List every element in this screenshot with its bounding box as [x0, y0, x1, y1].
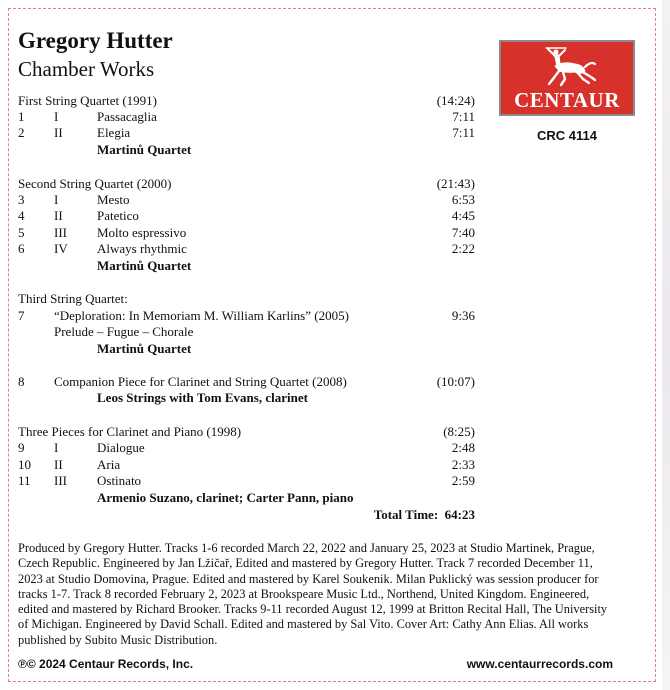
centaur-icon: [541, 46, 597, 88]
album-title: Chamber Works: [18, 57, 155, 81]
performer: Martinů Quartet: [97, 258, 192, 273]
track-number: 8: [18, 374, 25, 389]
track-number: 5: [18, 225, 25, 240]
track-time: 9:36: [451, 308, 475, 323]
track-time: 7:11: [452, 125, 475, 140]
track-movement: I: [54, 440, 59, 455]
performer: Martinů Quartet: [97, 341, 192, 356]
work-duration: (8:25): [443, 424, 475, 439]
track-title: “Deploration: In Memoriam M. William Karlins” (2005): [54, 308, 349, 323]
performer: Armenio Suzano, clarinet; Carter Pann, piano: [97, 490, 354, 505]
work-title: First String Quartet (1991): [18, 93, 158, 108]
track-movement: III: [54, 225, 67, 240]
track-title: Elegia: [97, 125, 131, 140]
track-title: Mesto: [97, 192, 130, 207]
track-time: 2:59: [451, 473, 475, 488]
track-title: Companion Piece for Clarinet and String Quartet (2008): [54, 374, 347, 389]
track-title: Dialogue: [97, 440, 145, 455]
track-movement: I: [54, 192, 59, 207]
catalog-number: CRC 4114: [537, 128, 597, 143]
total-time-label: Total Time:: [373, 507, 439, 522]
track-time: (10:07): [436, 374, 475, 389]
track-number: 10: [18, 457, 31, 472]
work-title: Third String Quartet:: [18, 291, 128, 306]
track-number: 1: [18, 109, 25, 124]
work-subtitle: Prelude – Fugue – Chorale: [54, 324, 194, 339]
total-time: [374, 507, 475, 523]
logo-wordmark: CENTAUR: [514, 88, 620, 112]
centaur-logo: [499, 40, 635, 116]
track-movement: III: [54, 473, 67, 488]
track-time: 7:11: [452, 109, 475, 124]
track-movement: II: [54, 208, 63, 223]
copyright: ℗© 2024 Centaur Records, Inc.: [18, 657, 194, 671]
track-movement: II: [54, 125, 63, 140]
track-title: Molto espressivo: [97, 225, 187, 240]
work-title: Three Pieces for Clarinet and Piano (1998): [18, 424, 242, 439]
track-movement: I: [54, 109, 59, 124]
track-movement: II: [54, 457, 63, 472]
work-duration: (14:24): [436, 93, 475, 108]
track-number: 6: [18, 241, 25, 256]
performer: Martinů Quartet: [97, 142, 192, 157]
work-duration: (21:43): [436, 176, 475, 191]
track-time: 2:48: [451, 440, 475, 455]
track-time: 2:33: [451, 457, 475, 472]
background-strip: [662, 0, 670, 690]
website: www.centaurrecords.com: [466, 657, 613, 671]
track-title: Passacaglia: [97, 109, 157, 124]
track-title: Aria: [97, 457, 121, 472]
track-title: Patetico: [97, 208, 139, 223]
composer-name: Gregory Hutter: [18, 28, 173, 53]
track-time: 4:45: [451, 208, 475, 223]
track-number: 9: [18, 440, 25, 455]
production-credits: Produced by Gregory Hutter. Tracks 1-6 recorded March 22, 2022 and January 25, 2023 at Studio Martinek, Prague, Czech Republic. Engineered by Jan Lžičař, Edited and mastered by Gregory Hutter. Track 7 recorded December 11, 2023 at Studio Domovina, Prague. Edited and mastered by Karel Soukenik. Milan Puklický was session producer for tracks 1-7. Track 8 recorded February 2, 2023 at Brookspeare Music Ltd., Northend, United Kingdom. Engineered, edited and mastered by Richard Brooker. Tracks 9-11 recorded August 12, 1999 at Britton Recital Hall, The University of Michigan. Engineered by David Schall. Edited and mastered by Sal Vito. Cover Art: Cathy Ann Elias. All works published by Subito Music Distribution.: [18, 541, 608, 647]
track-number: 4: [18, 208, 25, 223]
performer: Leos Strings with Tom Evans, clarinet: [97, 390, 308, 405]
track-movement: IV: [54, 241, 68, 256]
track-number: 2: [18, 125, 25, 140]
track-number: 3: [18, 192, 25, 207]
total-time-value: 64:23: [444, 507, 475, 522]
track-number: 11: [18, 473, 31, 488]
track-time: 2:22: [451, 241, 475, 256]
track-number: 7: [18, 308, 25, 323]
work-title: Second String Quartet (2000): [18, 176, 172, 191]
track-time: 7:40: [451, 225, 475, 240]
track-time: 6:53: [451, 192, 475, 207]
track-title: Always rhythmic: [97, 241, 187, 256]
track-title: Ostinato: [97, 473, 142, 488]
